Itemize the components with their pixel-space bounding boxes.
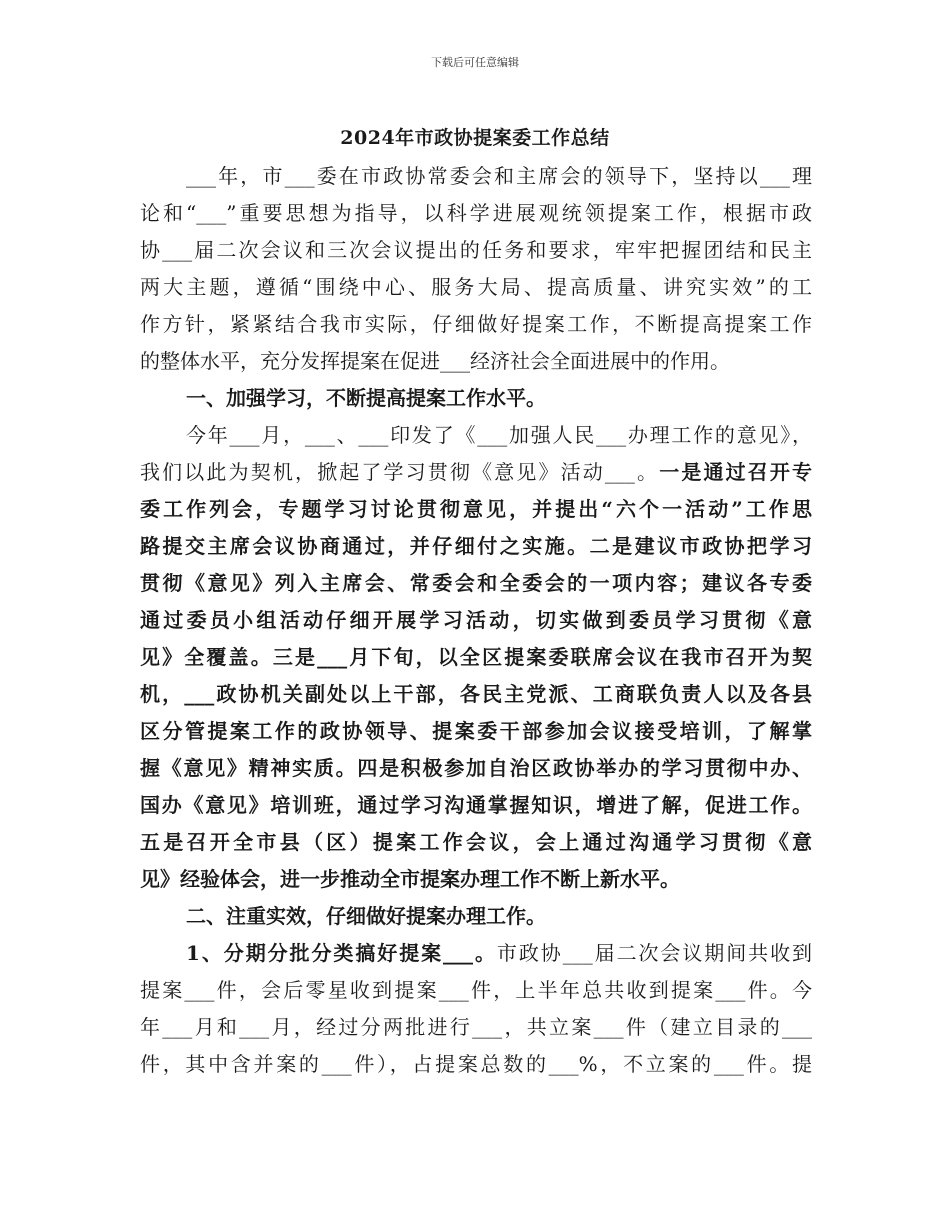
line-text: 两大主题，遵循“围绕中心、服务大局、提高质量、讲究实效”的工 [140, 275, 812, 299]
body-line [140, 792, 812, 818]
body-line [140, 348, 812, 374]
line-text-bold: 一是通过召开专 [659, 460, 813, 484]
line-text: 今年___月，___、___印发了《___加强人民___办理工作的意见》， [186, 423, 812, 447]
body-line [140, 718, 812, 744]
body-line [140, 496, 812, 522]
body-line [140, 977, 812, 1003]
line-text: 路提交主席会议协商通过，并仔细付之实施。二是建议市政协把学习 [140, 534, 812, 558]
line-text: 件，其中含并案的___件），占提案总数的___%，不立案的___件。提 [140, 1052, 812, 1076]
line-text: 贯彻《意见》列入主席会、常委会和全委会的一项内容；建议各专委 [140, 571, 812, 595]
page-header-note: 下载后可任意编辑 [431, 56, 519, 69]
line-text: 提案___件，会后零星收到提案___件，上半年总共收到提案___件。今 [140, 978, 812, 1002]
body-line [186, 163, 812, 189]
line-text: ___年，市___委在市政协常委会和主席会的领导下，坚持以___理 [186, 164, 812, 188]
body-line [140, 1051, 812, 1077]
line-text: 的整体水平，充分发挥提案在促进___经济社会全面进展中的作用。 [140, 349, 730, 373]
line-text: 我们以此为契机，掀起了学习贯彻《意见》活动___。 [140, 460, 660, 484]
body-line [140, 1014, 812, 1040]
body-line [140, 459, 812, 485]
section-heading [186, 385, 812, 411]
line-text: 协___届二次会议和三次会议提出的任务和要求，牢牢把握团结和民主 [140, 238, 812, 262]
line-text: 通过委员小组活动仔细开展学习活动，切实做到委员学习贯彻《意 [140, 608, 812, 632]
body-line [186, 422, 812, 448]
body-line [140, 644, 812, 670]
document-title: 2024年市政协提案委工作总结 [340, 127, 610, 149]
body-line [140, 681, 812, 707]
body-line [186, 940, 812, 966]
section-heading [186, 903, 812, 929]
line-text: 见》经验体会，进一步推动全市提案办理工作不断上新水平。 [140, 867, 680, 891]
body-line [140, 755, 812, 781]
line-text: 年___月和___月，经过分两批进行___，共立案___件（建立目录的___ [140, 1015, 812, 1039]
line-text: 市政协___届二次会议期间共收到 [496, 941, 812, 965]
line-text-bold: 1、分期分批分类搞好提案___。 [186, 941, 497, 965]
line-text: 国办《意见》培训班，通过学习沟通掌握知识，增进了解，促进工作。 [140, 793, 812, 817]
body-line [140, 570, 812, 596]
line-text: 机，___政协机关副处以上干部，各民主党派、工商联负责人以及各县 [140, 682, 812, 706]
body-line [140, 237, 812, 263]
line-text: 论和“___”重要思想为指导，以科学进展观统领提案工作，根据市政 [140, 201, 812, 225]
body-line [140, 866, 812, 892]
line-text: 委工作列会，专题学习讨论贯彻意见，并提出“六个一活动”工作思 [140, 497, 812, 521]
line-text: 二、注重实效，仔细做好提案办理工作。 [186, 904, 546, 928]
body-line [140, 533, 812, 559]
body-line [140, 311, 812, 337]
line-text: 五是召开全市县（区）提案工作会议，会上通过沟通学习贯彻《意 [140, 830, 812, 854]
line-text: 作方针，紧紧结合我市实际，仔细做好提案工作，不断提高提案工作 [140, 312, 812, 336]
line-text: 见》全覆盖。三是___月下旬，以全区提案委联席会议在我市召开为契 [140, 645, 812, 669]
body-line [140, 200, 812, 226]
line-text: 一、加强学习，不断提高提案工作水平。 [186, 386, 546, 410]
body-line [140, 607, 812, 633]
body-line [140, 274, 812, 300]
body-line [140, 829, 812, 855]
line-text: 区分管提案工作的政协领导、提案委干部参加会议接受培训，了解掌 [140, 719, 812, 743]
line-text: 握《意见》精神实质。四是积极参加自治区政协举办的学习贯彻中办、 [140, 756, 812, 780]
